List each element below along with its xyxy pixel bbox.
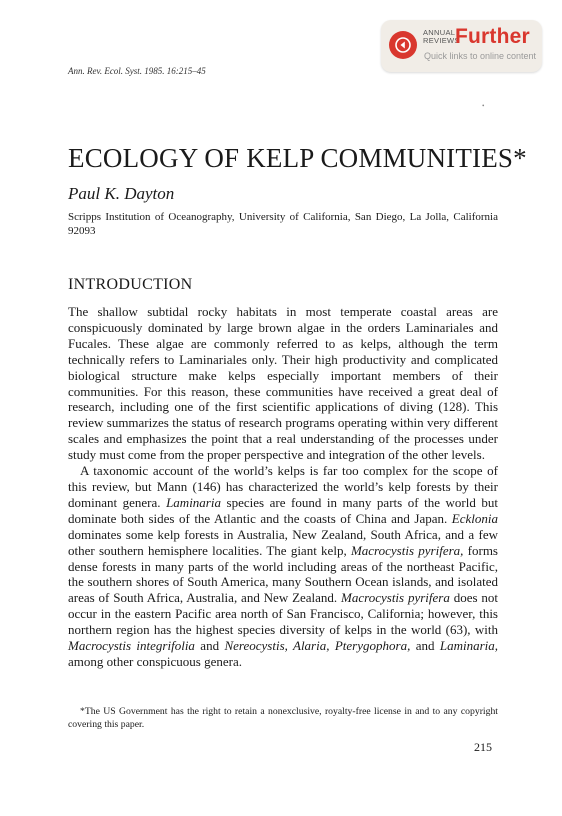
p2-text: A taxonomic account of the world’s kelps is far too complex for the scope of this review, but Mann (146) has characterized the world’s kelp forests by their dominant genera. bbox=[68, 463, 498, 510]
paragraph-1: The shallow subtidal rocky habitats in most temperate coastal areas are conspicuously dominated by large brown algae in the orders Laminariales and Fucales. These algae are commonly referred to as kelps, although the term technically refers to Laminariales only. Their high productivity and complicated biological structure make kelps especially important members of their communities. For this reason, these communities have received a great deal of research, including one of the first scientific applications of diving (128). This review summarizes the status of research programs operating within very different scales and emphasizes the point that a real understanding of the processes under study must come from the proper perspective and integration of the other levels. bbox=[68, 304, 498, 463]
author-name: Paul K. Dayton bbox=[68, 184, 175, 203]
species-macrocystis-pyrifera: Macrocystis pyrifera bbox=[341, 590, 450, 606]
species-macrocystis-integrifolia: Macrocystis integrifolia bbox=[68, 638, 195, 654]
p2-text: and bbox=[410, 638, 440, 654]
genus-ecklonia: Ecklonia bbox=[451, 510, 498, 526]
footnote: *The US Government has the right to retain a nonexclusive, royalty-free license in and to any copyright covering this paper. bbox=[68, 706, 498, 730]
species-macrocystis-pyrifera: Macrocystis pyrifera, bbox=[350, 542, 464, 558]
paragraph-2 bbox=[68, 463, 498, 670]
p2-text: species are found in many parts of the world but dominate both sides of the Atlantic and the coasts of China and Japan. bbox=[68, 494, 499, 526]
section-heading: INTRODUCTION bbox=[68, 276, 193, 293]
banner-annual: ANNUAL bbox=[423, 28, 456, 37]
genus-laminaria: Laminaria, bbox=[439, 638, 498, 654]
annual-reviews-further-banner[interactable] bbox=[381, 20, 542, 72]
p2-text: among other conspicuous genera. bbox=[68, 653, 243, 669]
banner-further: Further bbox=[455, 25, 530, 48]
author-affiliation: Scripps Institution of Oceanography, University of California, San Diego, La Jolla, California 92093 bbox=[68, 211, 498, 237]
play-arrow-icon bbox=[389, 31, 417, 59]
genera-list: Nereocystis, Alaria, Pterygophora, bbox=[224, 638, 411, 654]
p2-text: forms dense forests in many parts of the world including areas of the northeast Pacific, the southern shores of South America, many Southern Ocean islands, and isolated areas of South Africa, Australia, and New Zealand. bbox=[68, 542, 498, 606]
article-title: ECOLOGY OF KELP COMMUNITIES* bbox=[68, 143, 527, 173]
banner-subtitle: Quick links to online content bbox=[424, 51, 537, 61]
p2-text: dominates some kelp forests in Australia, New Zealand, South Africa, and a few other southern hemisphere localities. The giant kelp, bbox=[68, 526, 498, 558]
genus-laminaria: Laminaria bbox=[166, 494, 221, 510]
p2-text: and bbox=[194, 638, 225, 654]
mark: • bbox=[482, 102, 485, 110]
page-number: 215 bbox=[474, 740, 492, 754]
p2-text: does not occur in the eastern Pacific area north of San Francisco, California; however, this northern region has the highest species diversity of kelps in the world (63), with bbox=[68, 590, 498, 638]
journal-citation: Ann. Rev. Ecol. Syst. 1985. 16:215–45 bbox=[68, 66, 206, 76]
article-body bbox=[68, 304, 498, 670]
banner-reviews: REVIEWS bbox=[423, 36, 460, 45]
